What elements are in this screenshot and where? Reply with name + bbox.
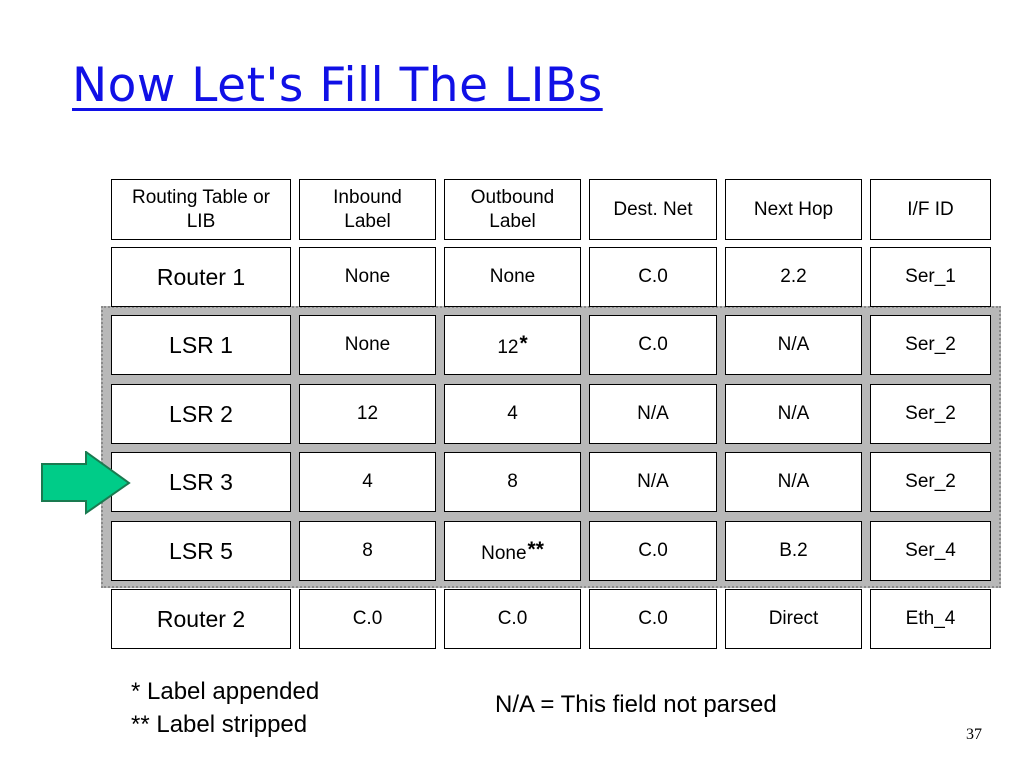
iface-cell [870,452,991,512]
name-cell [111,247,291,307]
header-inbound-cell [299,179,436,240]
next-hop-cell [725,521,862,581]
inbound-cell [299,521,436,581]
cell-value: N/A [637,471,669,493]
header-label: Routing Table or LIB [131,186,271,232]
dest-net-cell [589,315,717,375]
footnotes [131,675,319,741]
cell-value: N/A [777,471,810,493]
right-arrow-icon [40,451,132,515]
header-label: Dest. Net [613,198,693,220]
cell-value: 4 [362,471,373,493]
next-hop-cell [725,452,862,512]
cell-value: Ser_2 [905,334,956,356]
dest-net-cell [589,589,717,649]
cell-value: 4 [507,403,518,425]
outbound-cell [444,589,581,649]
name-cell [111,589,291,649]
cell-value: C.0 [638,608,668,630]
outbound-cell [444,521,581,581]
dest-net-cell [589,521,717,581]
cell-value: None [344,266,391,288]
cell-value: C.0 [497,608,528,630]
cell-value: N/A [777,334,810,356]
footnote-appended: * Label appended [131,678,320,705]
iface-cell [870,589,991,649]
page-number: 37 [966,726,982,743]
header-label: Outbound Label [470,186,555,232]
inbound-cell [299,315,436,375]
header-outbound-cell [444,179,581,240]
inbound-cell [299,384,436,444]
name-cell [111,384,291,444]
cell-value: Eth_4 [905,608,956,630]
cell-value: 12 [497,337,519,359]
header-label: Inbound Label [333,186,402,232]
header-iface-cell [870,179,991,240]
cell-value: 8 [362,540,373,562]
inbound-cell [299,452,436,512]
cell-value: C.0 [352,608,383,630]
cell-value: Ser_2 [905,403,956,425]
outbound-cell [444,315,581,375]
outbound-cell [444,247,581,307]
iface-cell [870,315,991,375]
header-label: I/F ID [907,198,954,220]
cell-value: 2.2 [780,266,807,288]
header-next-hop-cell [725,179,862,240]
header-label: Next Hop [753,198,834,220]
footnote-mark: ** [527,537,544,561]
slide-title: Now Let's Fill The LIBs [72,58,603,113]
cell-value: None [344,334,391,356]
inbound-cell [299,247,436,307]
next-hop-cell [725,247,862,307]
na-legend: N/A = This field not parsed [495,691,777,718]
name-cell [111,521,291,581]
cell-value: N/A [637,403,669,425]
cell-value: LSR 1 [169,331,233,358]
dest-net-cell [589,384,717,444]
cell-value: LSR 2 [169,400,233,427]
cell-value: C.0 [638,334,668,356]
dest-net-cell [589,452,717,512]
iface-cell [870,384,991,444]
next-hop-cell [725,589,862,649]
header-name-cell [111,179,291,240]
header-dest-net-cell [589,179,717,240]
cell-value: C.0 [638,266,668,288]
cell-value: None [489,266,536,288]
iface-cell [870,247,991,307]
iface-cell [870,521,991,581]
outbound-cell [444,384,581,444]
dest-net-cell [589,247,717,307]
cell-value: LSR 5 [169,537,233,564]
cell-value: N/A [777,403,810,425]
next-hop-cell [725,315,862,375]
name-cell [111,315,291,375]
inbound-cell [299,589,436,649]
cell-value: B.2 [779,540,808,562]
cell-value: Router 2 [156,605,246,632]
cell-value: Direct [768,608,819,630]
cell-value: LSR 3 [169,468,233,495]
cell-value: Ser_2 [905,471,956,493]
name-cell [111,452,291,512]
cell-value: None [481,543,527,565]
cell-value: 12 [356,403,379,425]
cell-value: Ser_1 [905,266,956,288]
cell-value: Router 1 [156,263,246,290]
footnote-mark: * [519,331,528,355]
cell-value: C.0 [638,540,668,562]
cell-value: Ser_4 [905,540,956,562]
outbound-cell [444,452,581,512]
cell-value: 8 [507,471,518,493]
next-hop-cell [725,384,862,444]
footnote-stripped: ** Label stripped [131,711,308,738]
